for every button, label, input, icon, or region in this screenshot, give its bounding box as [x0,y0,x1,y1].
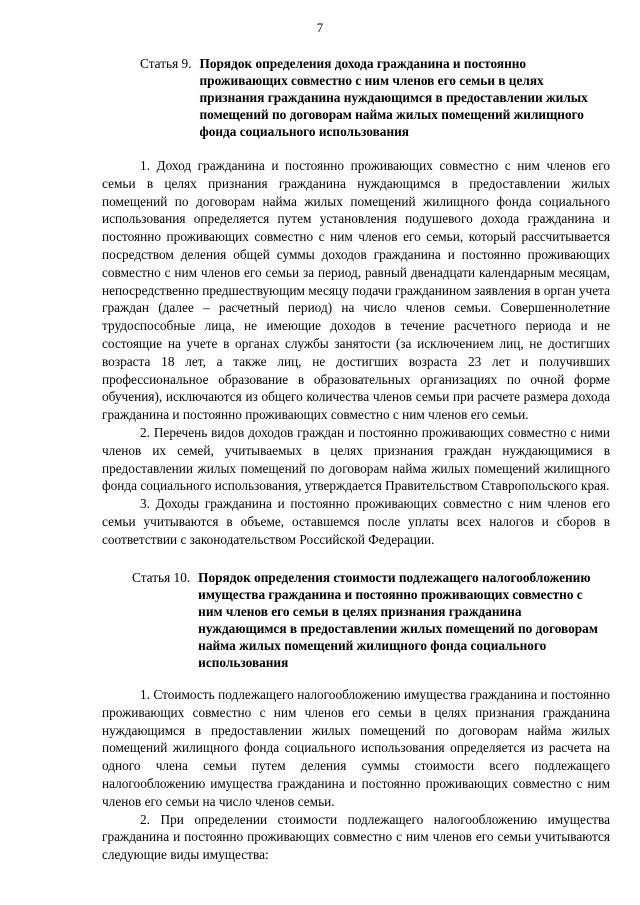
article-10-title: Порядок определения стоимости подлежащего налогообложению имущества гражданина и постоянно проживающих совместно с ним членов его семьи в целях признания гражданина нуждающимся в предоставлении жилых помещений по договорам найма жилых помещений жилищного фонда социального использования [198,570,598,670]
article-9-paragraph-3: 3. Доходы гражданина и постоянно проживающих совместно с ним членов его семьи учитываются в объеме, оставшемся после уплаты всех налогов и сборов в соответствии с законодательством Российской Федерации. [102,496,610,547]
article-9-heading [140,55,610,140]
article-9-body [102,157,610,549]
page-number: 7 [316,20,324,35]
article-9-label: Статья 9. [140,56,192,71]
article-10-paragraph-2: 2. При определении стоимости подлежащего налогообложению имущества гражданина и постоянно проживающих совместно с ним членов его семьи учитываются следующие виды имущества: [102,811,610,863]
article-10-body [102,686,610,864]
article-9-title: Порядок определения дохода гражданина и постоянно проживающих совместно с ним членов его семьи в целях признания гражданина нуждающимся в предоставлении жилых помещений по договорам найма жилых помещений жилищного фонда социального использования [199,56,588,139]
article-10-heading [132,569,602,671]
article-10-paragraph-1: 1. Стоимость подлежащего налогообложению имущества гражданина и постоянно проживающих совместно с ним членов его семьи в целях признания гражданина нуждающимся в предоставлении жилых помещений по договорам найма жилых помещений жилищного фонда социального использования определяется из расчета на одного члена семьи путем деления суммы стоимости всего подлежащего налогообложению имущества гражданина и постоянно проживающих совместно с ним членов его семьи на число членов семьи. [102,687,610,809]
article-9-paragraph-1: 1. Доход гражданина и постоянно проживающих совместно с ним членов его семьи в целях признания гражданина нуждающимся в предоставлении жилых помещений по договорам найма жилых помещений жилищного фонда социального использования определяется путем установления подушевого дохода гражданина и постоянно проживающих совместно с ним членов его семьи, который рассчитывается посредством деления общей суммы доходов гражданина и постоянно проживающих совместно с ним членов его семьи за период, равный двенадцати календарным месяцам, непосредственно предшествующим месяцу подачи гражданином заявления в орган учета граждан (далее – расчетный период) на число членов семьи. Совершеннолетние трудоспособные лица, не имеющие доходов в течение расчетного периода и не состоящие на учете в органах службы занятости (за исключением лиц, не достигших возраста 18 лет, а также лиц, не достигших возраста 23 лет и получивших профессиональное образование в образовательных организациях по очной форме обучения), исключаются из общего количества членов семьи при расчете размера дохода гражданина и постоянно проживающих совместно с ним членов его семьи. [102,158,610,423]
article-10-label: Статья 10. [132,570,191,585]
article-9-paragraph-2: 2. Перечень видов доходов граждан и постоянно проживающих совместно с ними членов их семей, учитываемых в целях признания граждан нуждающимися в предоставлении жилых помещений по договорам найма жилых помещений жилищного фонда социального использования, утверждается Правительством Ставропольского края. [102,424,610,494]
